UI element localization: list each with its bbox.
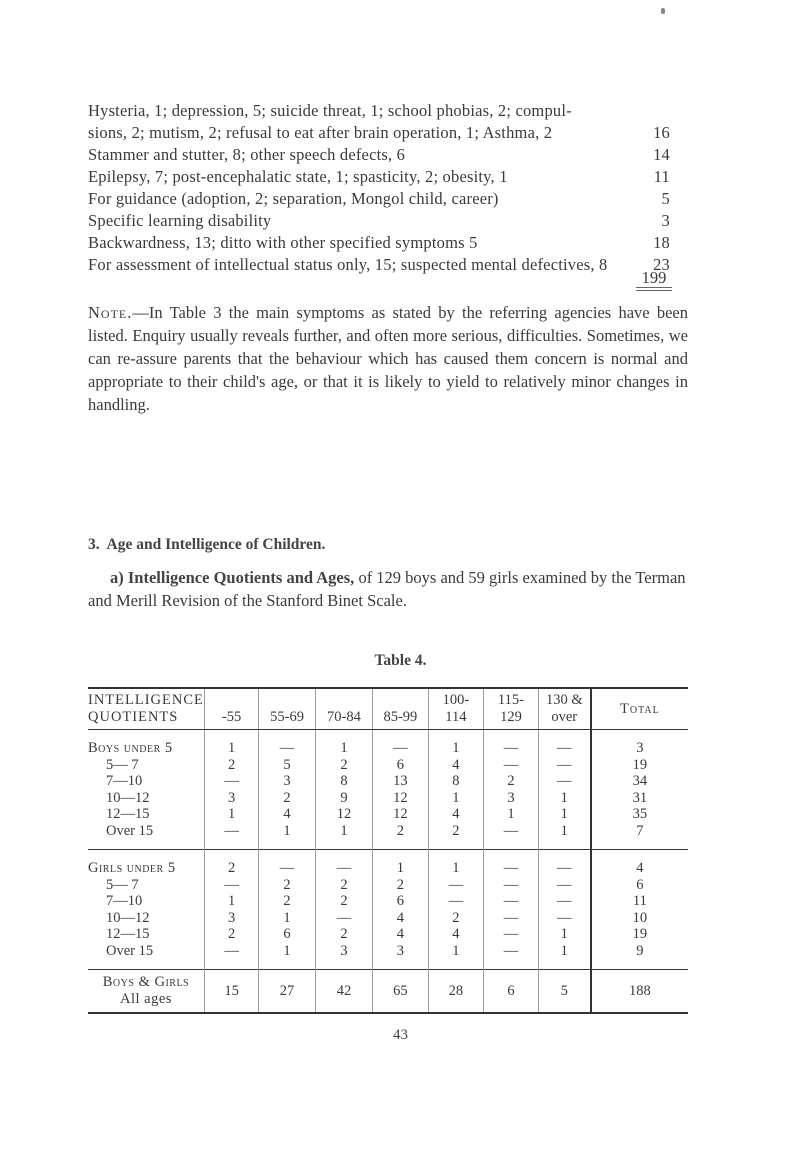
table-cell: 3	[373, 943, 428, 960]
table-cell: 3	[204, 790, 258, 807]
symptom-list	[88, 100, 684, 276]
table-row	[88, 877, 688, 894]
table-cell: 3	[315, 943, 372, 960]
table-cell: 42	[315, 970, 372, 1014]
table-cell: —	[204, 943, 258, 960]
grand-total: 188	[591, 970, 688, 1014]
table-cell: —	[428, 877, 484, 894]
table-cell: —	[538, 877, 591, 894]
table-cell: —	[484, 893, 539, 910]
subsection-bold-text: Intelligence Quotients and Ages,	[127, 568, 355, 587]
table-cell: 1	[538, 823, 591, 840]
table-cell: 1	[484, 806, 539, 823]
symptom-text: Hysteria, 1; depression, 5; suicide threat, 1; school phobias, 2; compul-	[88, 101, 572, 120]
table-row	[88, 773, 688, 790]
row-label: 10—12	[106, 909, 150, 926]
header-iq-label	[88, 688, 204, 730]
table-cell: 2	[373, 877, 428, 894]
table-cell: —	[538, 740, 591, 757]
table-row	[88, 910, 688, 927]
table-cell: 28	[428, 970, 484, 1014]
row-total: 9	[591, 943, 688, 960]
table-cell: 6	[259, 926, 315, 943]
header-col	[204, 688, 258, 730]
table-cell: 1	[428, 740, 484, 757]
table-row	[88, 926, 688, 943]
row-label: Girls under 5	[88, 860, 176, 876]
header-col-line1: 130 &	[545, 692, 583, 708]
table-cell: 27	[259, 970, 315, 1014]
table-cell: 4	[259, 806, 315, 823]
sum-rule-bottom	[636, 290, 672, 291]
row-total: 10	[591, 910, 688, 927]
table-cell: 2	[259, 877, 315, 894]
table-cell: 1	[538, 790, 591, 807]
symptom-count: 5	[661, 189, 670, 208]
table-cell: 6	[373, 893, 428, 910]
page-speck-mark	[661, 8, 665, 14]
row-label: 10—12	[106, 789, 150, 806]
section-title: Age and Intelligence of Children.	[106, 536, 326, 553]
symptom-text: Specific learning disability	[88, 211, 272, 230]
table-row	[88, 893, 688, 910]
header-col	[315, 688, 372, 730]
table-cell: 3	[484, 790, 539, 807]
row-total: 19	[591, 757, 688, 774]
header-col-line2: 129	[500, 709, 522, 725]
row-label: 5— 7	[106, 876, 139, 893]
header-col-line2: -55	[221, 709, 242, 725]
row-label: 7—10	[106, 773, 143, 789]
symptom-row	[88, 122, 684, 144]
table-cell: —	[538, 773, 591, 790]
table-cell: 2	[373, 823, 428, 840]
iq-age-table	[88, 687, 688, 1014]
table-header-row	[88, 688, 688, 730]
table-cell: 8	[315, 773, 372, 790]
table-cell: 12	[373, 790, 428, 807]
table-cell: 1	[428, 860, 484, 877]
total-row-label-line1: Boys & Girls	[102, 974, 190, 990]
row-label: Over 15	[106, 822, 154, 839]
subsection-paragraph	[88, 566, 688, 612]
header-iq-line1: INTELLIGENCE	[88, 692, 204, 708]
table-cell: 2	[204, 860, 258, 877]
section-number: 3.	[88, 536, 100, 553]
table-cell: 8	[428, 773, 484, 790]
symptom-row	[88, 188, 684, 210]
table-cell: —	[538, 910, 591, 927]
symptom-text: Backwardness, 13; ditto with other specified symptoms 5	[88, 233, 478, 252]
section-heading	[88, 536, 325, 554]
table-cell: 9	[315, 790, 372, 807]
table-cell: —	[484, 740, 539, 757]
table-cell: 2	[315, 893, 372, 910]
row-total: 31	[591, 790, 688, 807]
header-col-line2: 114	[445, 709, 467, 725]
symptom-row	[88, 210, 684, 232]
header-col	[538, 688, 591, 730]
table-row	[88, 790, 688, 807]
table-cell: —	[484, 877, 539, 894]
table-cell: —	[373, 740, 428, 757]
symptom-count: 16	[653, 123, 670, 142]
symptom-text: Stammer and stutter, 8; other speech defects, 6	[88, 145, 406, 164]
row-label: 5— 7	[106, 756, 139, 773]
note-label: Note.	[88, 303, 133, 322]
row-total: 4	[591, 860, 688, 877]
row-total: 11	[591, 893, 688, 910]
table-cell: 1	[259, 910, 315, 927]
table-row	[88, 943, 688, 960]
header-col-line2: 70-84	[327, 709, 361, 725]
table-cell: 13	[373, 773, 428, 790]
table-cell: 4	[373, 910, 428, 927]
table-cell: —	[538, 757, 591, 774]
table-cell: 1	[315, 740, 372, 757]
table-cell: 12	[315, 806, 372, 823]
table-cell: 5	[538, 970, 591, 1014]
table-cell: 1	[204, 806, 258, 823]
header-col-line2: over	[551, 709, 578, 725]
symptom-text: For guidance (adoption, 2; separation, Mongol child, career)	[88, 189, 499, 208]
table-cell: —	[204, 773, 258, 790]
table-cell: 1	[538, 806, 591, 823]
row-total: 19	[591, 926, 688, 943]
table-cell: 1	[538, 943, 591, 960]
row-label: Over 15	[106, 942, 154, 959]
table-cell: 2	[428, 823, 484, 840]
table-cell: 2	[428, 910, 484, 927]
table-cell: 1	[259, 823, 315, 840]
table-cell: —	[204, 877, 258, 894]
row-total: 7	[591, 823, 688, 840]
header-col	[373, 688, 428, 730]
table-cell: —	[538, 860, 591, 877]
row-total: 35	[591, 806, 688, 823]
symptom-total-display: 199	[641, 268, 667, 287]
table-cell: 6	[484, 970, 539, 1014]
header-col-line1: 115-	[497, 692, 524, 708]
table-cell: —	[259, 860, 315, 877]
table-row	[88, 860, 688, 877]
table-cell: 4	[373, 926, 428, 943]
symptom-row	[88, 100, 684, 122]
table-cell: —	[538, 893, 591, 910]
table-row	[88, 823, 688, 840]
symptom-row	[88, 144, 684, 166]
header-col	[484, 688, 539, 730]
table-cell: 1	[538, 926, 591, 943]
header-col-line1: 100-	[442, 692, 470, 708]
table-row	[88, 740, 688, 757]
table-cell: —	[484, 823, 539, 840]
table-cell: 5	[259, 757, 315, 774]
table-cell: —	[259, 740, 315, 757]
header-col	[259, 688, 315, 730]
table-cell: —	[428, 893, 484, 910]
header-total: Total	[591, 688, 688, 730]
subsection-text: of 129 boys and 59 girls examined by the Terman and Merill Revision of the Stanford Binet Scale.	[88, 568, 686, 610]
table-cell: 6	[373, 757, 428, 774]
table-cell: —	[315, 860, 372, 877]
note-paragraph	[88, 301, 688, 416]
header-iq-line2: QUOTIENTS	[88, 709, 179, 725]
symptom-count: 18	[653, 233, 670, 252]
table-row	[88, 806, 688, 823]
row-total: 6	[591, 877, 688, 894]
symptom-row	[88, 232, 684, 254]
table-cell: 12	[373, 806, 428, 823]
table-cell: 1	[428, 790, 484, 807]
table-cell: 65	[373, 970, 428, 1014]
row-label: 12—15	[106, 926, 150, 942]
subsection-label: a)	[110, 568, 124, 587]
table-cell: 1	[373, 860, 428, 877]
symptom-text: sions, 2; mutism, 2; refusal to eat after brain operation, 1; Asthma, 2	[88, 123, 553, 142]
table-cell: 2	[484, 773, 539, 790]
note-text: —In Table 3 the main symptoms as stated by the referring agencies have been listed. Enquiry usually reveals further, and often more serious, difficulties. Sometimes, we can re-assure parents that the behaviour which has caused them concern is normal and appropriate to their child's age, or that it is likely to yield to relatively minor changes in handling.	[88, 303, 688, 414]
table-cell: 4	[428, 757, 484, 774]
total-row-label	[88, 970, 204, 1014]
table-cell: 2	[315, 757, 372, 774]
table-cell: 2	[204, 926, 258, 943]
table-cell: —	[484, 943, 539, 960]
symptom-text: Epilepsy, 7; post-encephalatic state, 1; spasticity, 2; obesity, 1	[88, 167, 508, 186]
table-cell: 1	[428, 943, 484, 960]
table-cell: —	[484, 926, 539, 943]
table-cell: 1	[204, 740, 258, 757]
table-cell: 4	[428, 926, 484, 943]
table-cell: 3	[259, 773, 315, 790]
table-cell: 3	[204, 910, 258, 927]
table-cell: —	[484, 910, 539, 927]
header-col-line2: 85-99	[383, 709, 418, 725]
table-cell: —	[484, 860, 539, 877]
row-total: 3	[591, 740, 688, 757]
symptom-count: 11	[653, 167, 670, 186]
symptom-text: For assessment of intellectual status only, 15; suspected mental defectives, 8	[88, 255, 608, 274]
table-cell: 1	[259, 943, 315, 960]
table-cell: 2	[259, 893, 315, 910]
symptom-count: 23	[653, 255, 670, 274]
table-cell: 1	[315, 823, 372, 840]
symptom-count: 14	[653, 145, 670, 164]
symptom-row	[88, 254, 684, 276]
table-cell: 15	[204, 970, 258, 1014]
row-label: 7—10	[106, 893, 143, 909]
table-cell: 2	[315, 877, 372, 894]
table-cell: —	[484, 757, 539, 774]
total-row-label-line2: All ages	[119, 991, 172, 1007]
table-total-row	[88, 970, 688, 1014]
symptom-count: 3	[661, 211, 670, 230]
page-number: 43	[393, 1027, 408, 1043]
row-label: Boys under 5	[88, 740, 173, 756]
table-cell: 2	[204, 757, 258, 774]
row-total: 34	[591, 773, 688, 790]
table-cell: 4	[428, 806, 484, 823]
table-cell: 2	[315, 926, 372, 943]
table-cell: 2	[259, 790, 315, 807]
row-label: 12—15	[106, 806, 150, 822]
table-cell: —	[204, 823, 258, 840]
table-cell: —	[315, 910, 372, 927]
table-cell: 1	[204, 893, 258, 910]
table-caption: Table 4.	[374, 652, 427, 669]
header-col-line2: 55-69	[270, 709, 304, 725]
symptom-row	[88, 166, 684, 188]
header-col	[428, 688, 484, 730]
table-row	[88, 757, 688, 774]
